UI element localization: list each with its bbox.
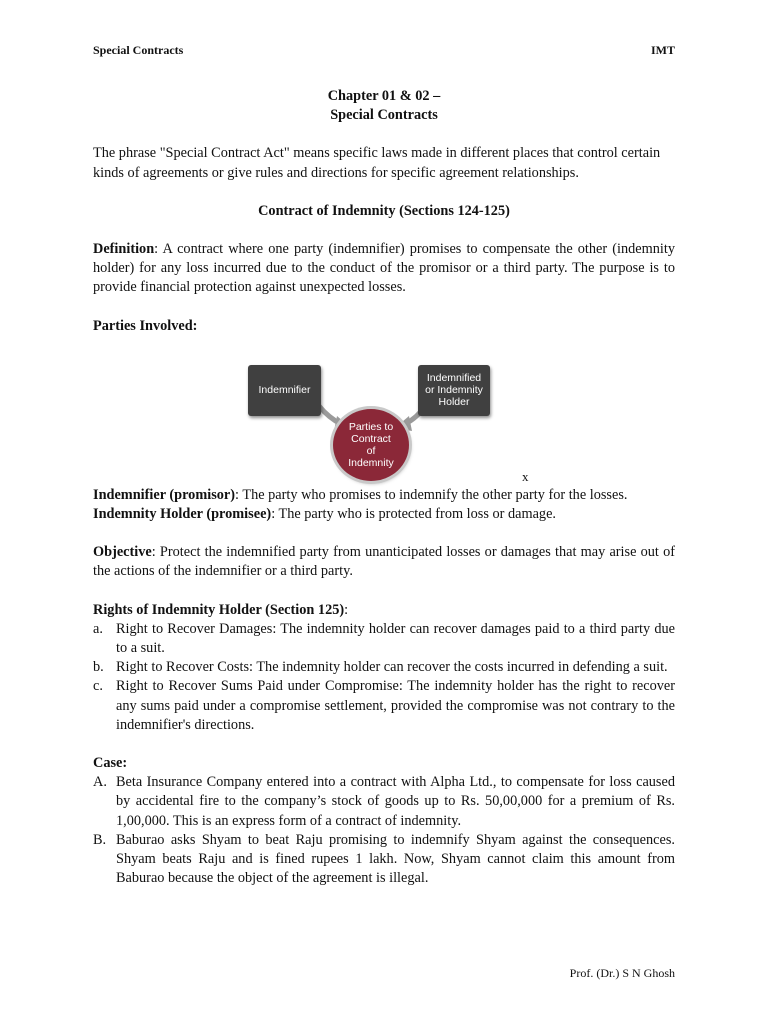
list-item: B. Baburao asks Shyam to beat Raju promising to indemnify Shyam against the consequences. Shyam beats Raju and is fined rupees 1 lakh. Now, Shyam cannot claim this amount from Baburao because the object of the agreement is illegal. [93,831,675,887]
section-heading: Contract of Indemnity (Sections 124-125) [258,202,510,219]
header-left-title: Special Contracts [93,43,184,57]
objective-paragraph: Objective: Protect the indemnified party from unanticipated losses or damages that may arise out of the actions of the indemnifier or a third party. [93,544,675,580]
rights-list [93,620,675,735]
parties-heading: Parties Involved: [93,317,198,334]
list-item: c. Right to Recover Sums Paid under Compromise: The indemnity holder has the right to recover any sums paid under a compromise settlement, provided the compromise was not contrary to the indemnifier's directions. [93,678,675,733]
stray-x-mark: x [522,468,529,484]
case-heading: Case: [93,755,128,772]
list-item: A. Beta Insurance Company entered into a contract with Alpha Ltd., to compensate for loss caused by accidental fire to the company’s stock of goods up to Rs. 50,00,000 for a premium of Rs. 1,00,000. This is an express form of a contract of indemnity. [93,774,675,829]
intro-paragraph: The phrase "Special Contract Act" means specific laws made in different places that control certain kinds of agreements or give rules and directions for specific agreement relationships. [93,145,661,181]
indemnity-holder-box: Indemnified or Indemnity Holder [418,365,490,416]
parties-diagram [93,336,675,486]
list-item: a. Right to Recover Damages: The indemnity holder can recover damages paid to a third party due to a suit. [93,620,675,657]
case-list [93,773,675,888]
rights-heading: Rights of Indemnity Holder (Section 125): [93,601,349,618]
chapter-title-line2: Special Contracts [330,107,438,124]
parties-circle: Parties to Contract of Indemnity [333,409,409,481]
list-item: b. Right to Recover Costs: The indemnity holder can recover the costs incurred in defending a suit. [93,659,668,676]
page-footer: Prof. (Dr.) S N Ghosh [569,966,675,980]
definition-paragraph [93,240,675,298]
definition-label: Definition [93,241,155,258]
header-right-title: IMT [651,43,675,57]
indemnifier-box: Indemnifier [248,365,321,416]
definition-text: : A contract where one party (indemnifier) promises to compensate the other (indemnity holder) for any loss incurred due to the conduct of the promisor or a third party. The purpose is to provide financial protection against unexpected losses. [93,241,675,296]
chapter-title-line1: Chapter 01 & 02 – [327,88,441,104]
page-header [93,43,675,59]
holder-line: Indemnity Holder (promisee): The party who is protected from loss or damage. [93,506,556,523]
indemnifier-line: Indemnifier (promisor): The party who promises to indemnify the other party for the losses. [93,486,628,503]
document-page [93,0,675,1024]
document-body [93,87,675,888]
